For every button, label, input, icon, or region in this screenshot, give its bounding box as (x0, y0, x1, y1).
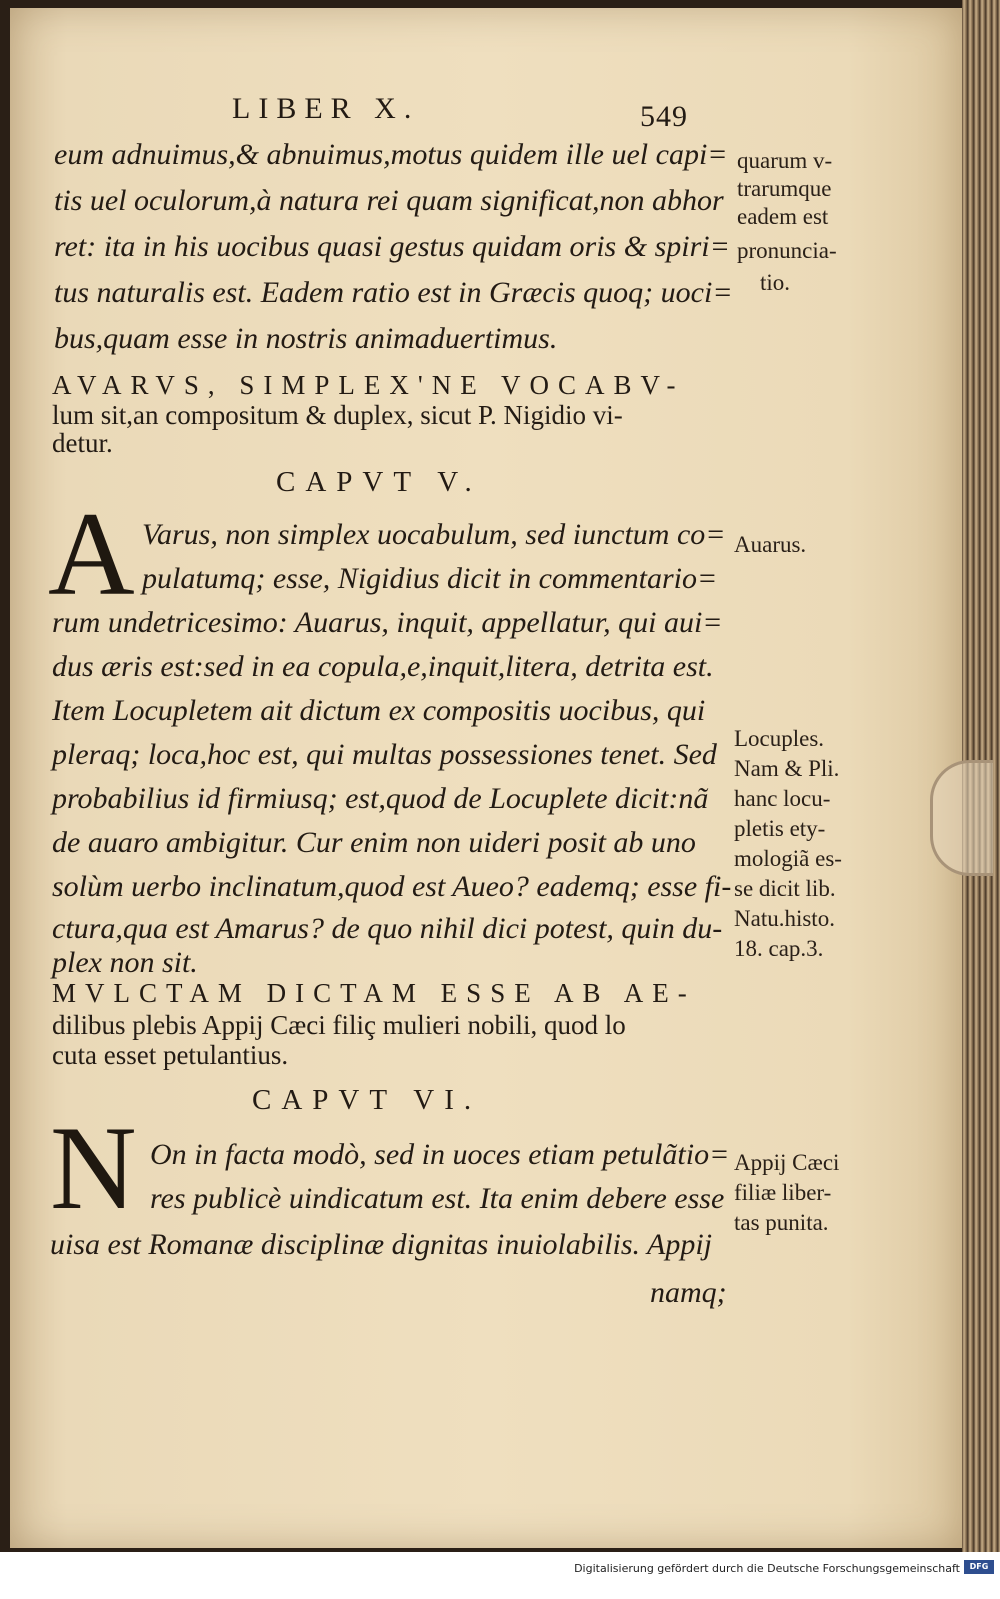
text-line: plex non sit. (52, 946, 198, 979)
margin-note-line: eadem est (737, 204, 829, 229)
margin-note-line: filiæ liber- (734, 1180, 832, 1205)
margin-note-line: hanc locu- (734, 786, 831, 811)
margin-note-line: mologiã es- (734, 846, 842, 871)
chapter-heading: CAPVT VI. (252, 1084, 482, 1116)
margin-note-line: Locuples. (734, 726, 825, 751)
text-line: solùm uerbo inclinatum,quod est Aueo? eademq; esse fi- (52, 870, 732, 903)
text-line: uisa est Romanæ disciplinæ dignitas inuiolabilis. Appij (50, 1228, 712, 1261)
chapter-argument: MVLCTAM DICTAM ESSE AB AE- (52, 978, 696, 1008)
text-line: de auaro ambigitur. Cur enim non uideri posit ab uno (52, 826, 696, 859)
text-line: bus,quam esse in nostris animaduertimus. (54, 322, 558, 355)
margin-note-line: tio. (760, 270, 791, 295)
chapter-argument: cuta esset petulantius. (52, 1040, 289, 1070)
text-line: ctura,qua est Amarus? de quo nihil dici potest, quin du- (52, 912, 723, 945)
text-line: probabilius id firmiusq; est,quod de Locuplete dicit:nã (52, 782, 709, 815)
text-line: tis uel oculorum,à natura rei quam significat,non abhor (54, 184, 724, 217)
text-line: Varus, non simplex uocabulum, sed iunctum co= (142, 518, 726, 551)
page-number: 549 (640, 100, 688, 133)
margin-note-line: Appij Cæci (734, 1150, 840, 1175)
text-line: ret: ita in his uocibus quasi gestus quidam oris & spiri= (54, 230, 730, 263)
text-line: dus æris est:sed in ea copula,e,inquit,litera, detrita est. (52, 650, 714, 683)
margin-note-auarus: Auarus. (734, 532, 807, 557)
book-clasp (930, 760, 993, 876)
chapter-argument: AVARVS, SIMPLEX'NE VOCABV- (52, 370, 685, 400)
margin-note-line: se dicit lib. (734, 876, 836, 901)
margin-note-line: trarumque (737, 176, 832, 201)
text-line: Item Locupletem ait dictum ex compositis uocibus, qui (52, 694, 706, 727)
margin-note-line: pletis ety- (734, 816, 826, 841)
footer-bar (0, 1552, 1000, 1599)
chapter-argument: dilibus plebis Appij Cæci filiç mulieri nobili, quod lo (52, 1010, 626, 1040)
text-line: res publicè uindicatum est. Ita enim debere esse (150, 1182, 725, 1215)
text-line: pleraq; loca,hoc est, qui multas possessiones tenet. Sed (52, 738, 717, 771)
dfg-logo: DFG (964, 1560, 994, 1574)
margin-note-line: Nam & Pli. (734, 756, 840, 781)
running-head-title: LIBER X. (232, 92, 420, 125)
margin-note-line: tas punita. (734, 1210, 829, 1235)
text-line: rum undetricesimo: Auarus, inquit, appellatur, qui aui= (52, 606, 723, 639)
text-line: pulatumq; esse, Nigidius dicit in commentario= (142, 562, 718, 595)
margin-note-line: 18. cap.3. (734, 936, 824, 961)
chapter-argument: lum sit,an compositum & duplex, sicut P. Nigidio vi- (52, 400, 623, 430)
drop-cap-initial: A (48, 487, 135, 620)
catchword: namq; (650, 1276, 727, 1309)
text-line: tus naturalis est. Eadem ratio est in Græcis quoq; uoci= (54, 276, 733, 309)
margin-note-line: Natu.histo. (734, 906, 835, 931)
chapter-argument: detur. (52, 428, 113, 458)
funding-credit: Digitalisierung gefördert durch die Deutsche Forschungsgemeinschaft (574, 1562, 960, 1575)
margin-note-line: quarum v- (737, 148, 833, 173)
chapter-heading: CAPVT V. (276, 466, 482, 498)
drop-cap-initial: N (50, 1101, 137, 1234)
text-line: eum adnuimus,& abnuimus,motus quidem ille uel capi= (54, 138, 728, 171)
margin-note-line: pronuncia- (737, 238, 837, 263)
text-line: On in facta modò, sed in uoces etiam petulãtio= (150, 1138, 730, 1171)
